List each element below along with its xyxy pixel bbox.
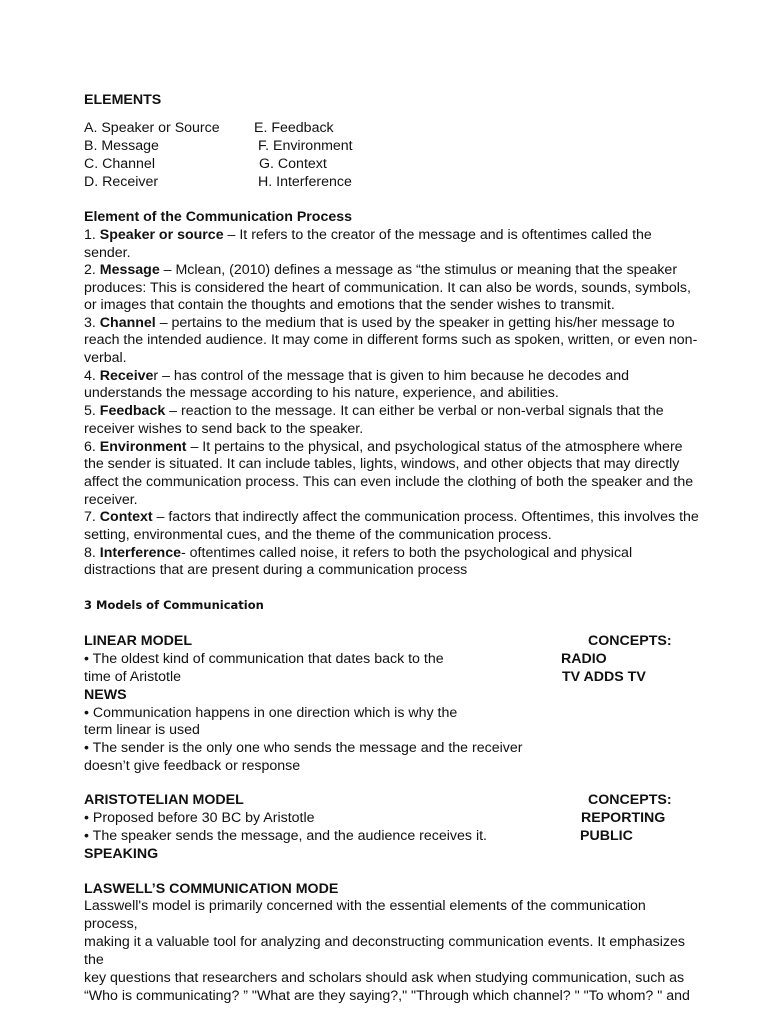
term-label: Feedback <box>99 403 166 419</box>
term-label: Receive <box>99 368 154 384</box>
linear-text-line: • The sender is the only one who sends the message and the receiver <box>84 740 523 756</box>
element-item: H. Interference <box>258 174 352 190</box>
process-text-line: reach the intended audience. It may come in different forms such as spoken, written, or even non- <box>84 332 698 348</box>
process-text-line: receiver. <box>84 492 138 508</box>
linear-model-title: LINEAR MODEL <box>84 633 192 649</box>
element-item: F. Environment <box>258 138 353 154</box>
process-item-context: 7. Context – factors that indirectly affect the communication process. Oftentimes, this involves the <box>84 509 699 525</box>
aristotelian-concept: SPEAKING <box>84 846 159 862</box>
linear-text-line: term linear is used <box>84 722 200 738</box>
process-item-speaker: 1. Speaker or source – It refers to the creator of the message and is oftentimes called the <box>84 227 652 243</box>
element-item: C. Channel <box>84 156 155 172</box>
term-label: Channel <box>99 315 156 331</box>
process-text-line: distractions that are present during a communication process <box>84 562 468 578</box>
laswell-model-title: LASWELL’S COMMUNICATION MODE <box>84 881 339 897</box>
elements-heading: ELEMENTS <box>84 92 162 108</box>
element-item: D. Receiver <box>84 174 159 190</box>
process-text-line: the sender is situated. It can include tables, lights, windows, and other objects that may directly <box>84 456 680 472</box>
process-text-line: sender. <box>84 245 131 261</box>
process-item-environment: 6. Environment – It pertains to the physical, and psychological status of the atmosphere where <box>84 439 683 455</box>
element-item: G. Context <box>259 156 327 172</box>
aristotelian-text-line: • The speaker sends the message, and the audience receives it. <box>84 828 487 844</box>
process-item-message: 2. Message – Mclean, (2010) defines a message as “the stimulus or meaning that the speaker <box>84 262 678 278</box>
process-text-line: produces: This is considered the heart of communication. It can also be words, sounds, symbols, <box>84 280 691 296</box>
term-label: Message <box>99 262 160 278</box>
process-item-channel: 3. Channel – pertains to the medium that is used by the speaker in getting his/her message to <box>84 315 675 331</box>
element-item: A. Speaker or Source <box>84 120 220 136</box>
linear-text-line: • Communication happens in one direction which is why the <box>84 705 458 721</box>
process-text-line: verbal. <box>84 350 127 366</box>
element-item: B. Message <box>84 138 159 154</box>
linear-concepts-label: CONCEPTS: <box>588 633 672 649</box>
linear-text-line: doesn’t give feedback or response <box>84 758 301 774</box>
term-label: Environment <box>99 439 187 455</box>
term-label: Speaker or source <box>99 227 224 243</box>
process-item-feedback: 5. Feedback – reaction to the message. It can either be verbal or non-verbal signals that the <box>84 403 664 419</box>
laswell-text-line: process, <box>84 916 138 932</box>
laswell-text-line: Lasswell's model is primarily concerned with the essential elements of the communication <box>84 898 646 914</box>
aristotelian-concept: REPORTING <box>581 810 666 826</box>
aristotelian-concepts-label: CONCEPTS: <box>588 792 672 808</box>
aristotelian-model-title: ARISTOTELIAN MODEL <box>84 792 244 808</box>
process-heading: Element of the Communication Process <box>84 209 353 225</box>
models-heading: 3 Models of Communication <box>84 598 264 612</box>
process-text-line: receiver wishes to send back to the speaker. <box>84 421 364 437</box>
process-text-line: or images that contain the thoughts and emotions that the sender wishes to transmit. <box>84 297 615 313</box>
element-item: E. Feedback <box>254 120 334 136</box>
process-item-interference: 8. Interference- oftentimes called noise, it refers to both the psychological and physical <box>84 545 633 561</box>
process-text-line: affect the communication process. This can even include the clothing of both the speaker and the <box>84 474 694 490</box>
process-item-receiver: 4. Receiver – has control of the message that is given to him because he decodes and <box>84 368 630 384</box>
laswell-text-line: the <box>84 952 104 968</box>
linear-text-line: time of Aristotle <box>84 669 181 685</box>
aristotelian-text-line: • Proposed before 30 BC by Aristotle <box>84 810 315 826</box>
process-text-line: setting, environmental cues, and the theme of the communication process. <box>84 527 552 543</box>
aristotelian-concept: PUBLIC <box>580 828 633 844</box>
term-label: Context <box>99 509 153 525</box>
laswell-text-line: “Who is communicating? ” "What are they saying?," "Through which channel? " "To whom? " and <box>84 988 690 1004</box>
linear-concept: NEWS <box>84 687 127 703</box>
laswell-text-line: key questions that researchers and scholars should ask when studying communication, such as <box>84 970 685 986</box>
linear-text-line: • The oldest kind of communication that dates back to the <box>84 651 444 667</box>
laswell-text-line: making it a valuable tool for analyzing and deconstructing communication events. It emphasizes <box>84 934 685 950</box>
process-text-line: understands the message according to his nature, experience, and abilities. <box>84 385 559 401</box>
term-label: Interference <box>99 545 181 561</box>
linear-concept: RADIO <box>561 651 607 667</box>
linear-concept: TV ADDS TV <box>562 669 646 685</box>
